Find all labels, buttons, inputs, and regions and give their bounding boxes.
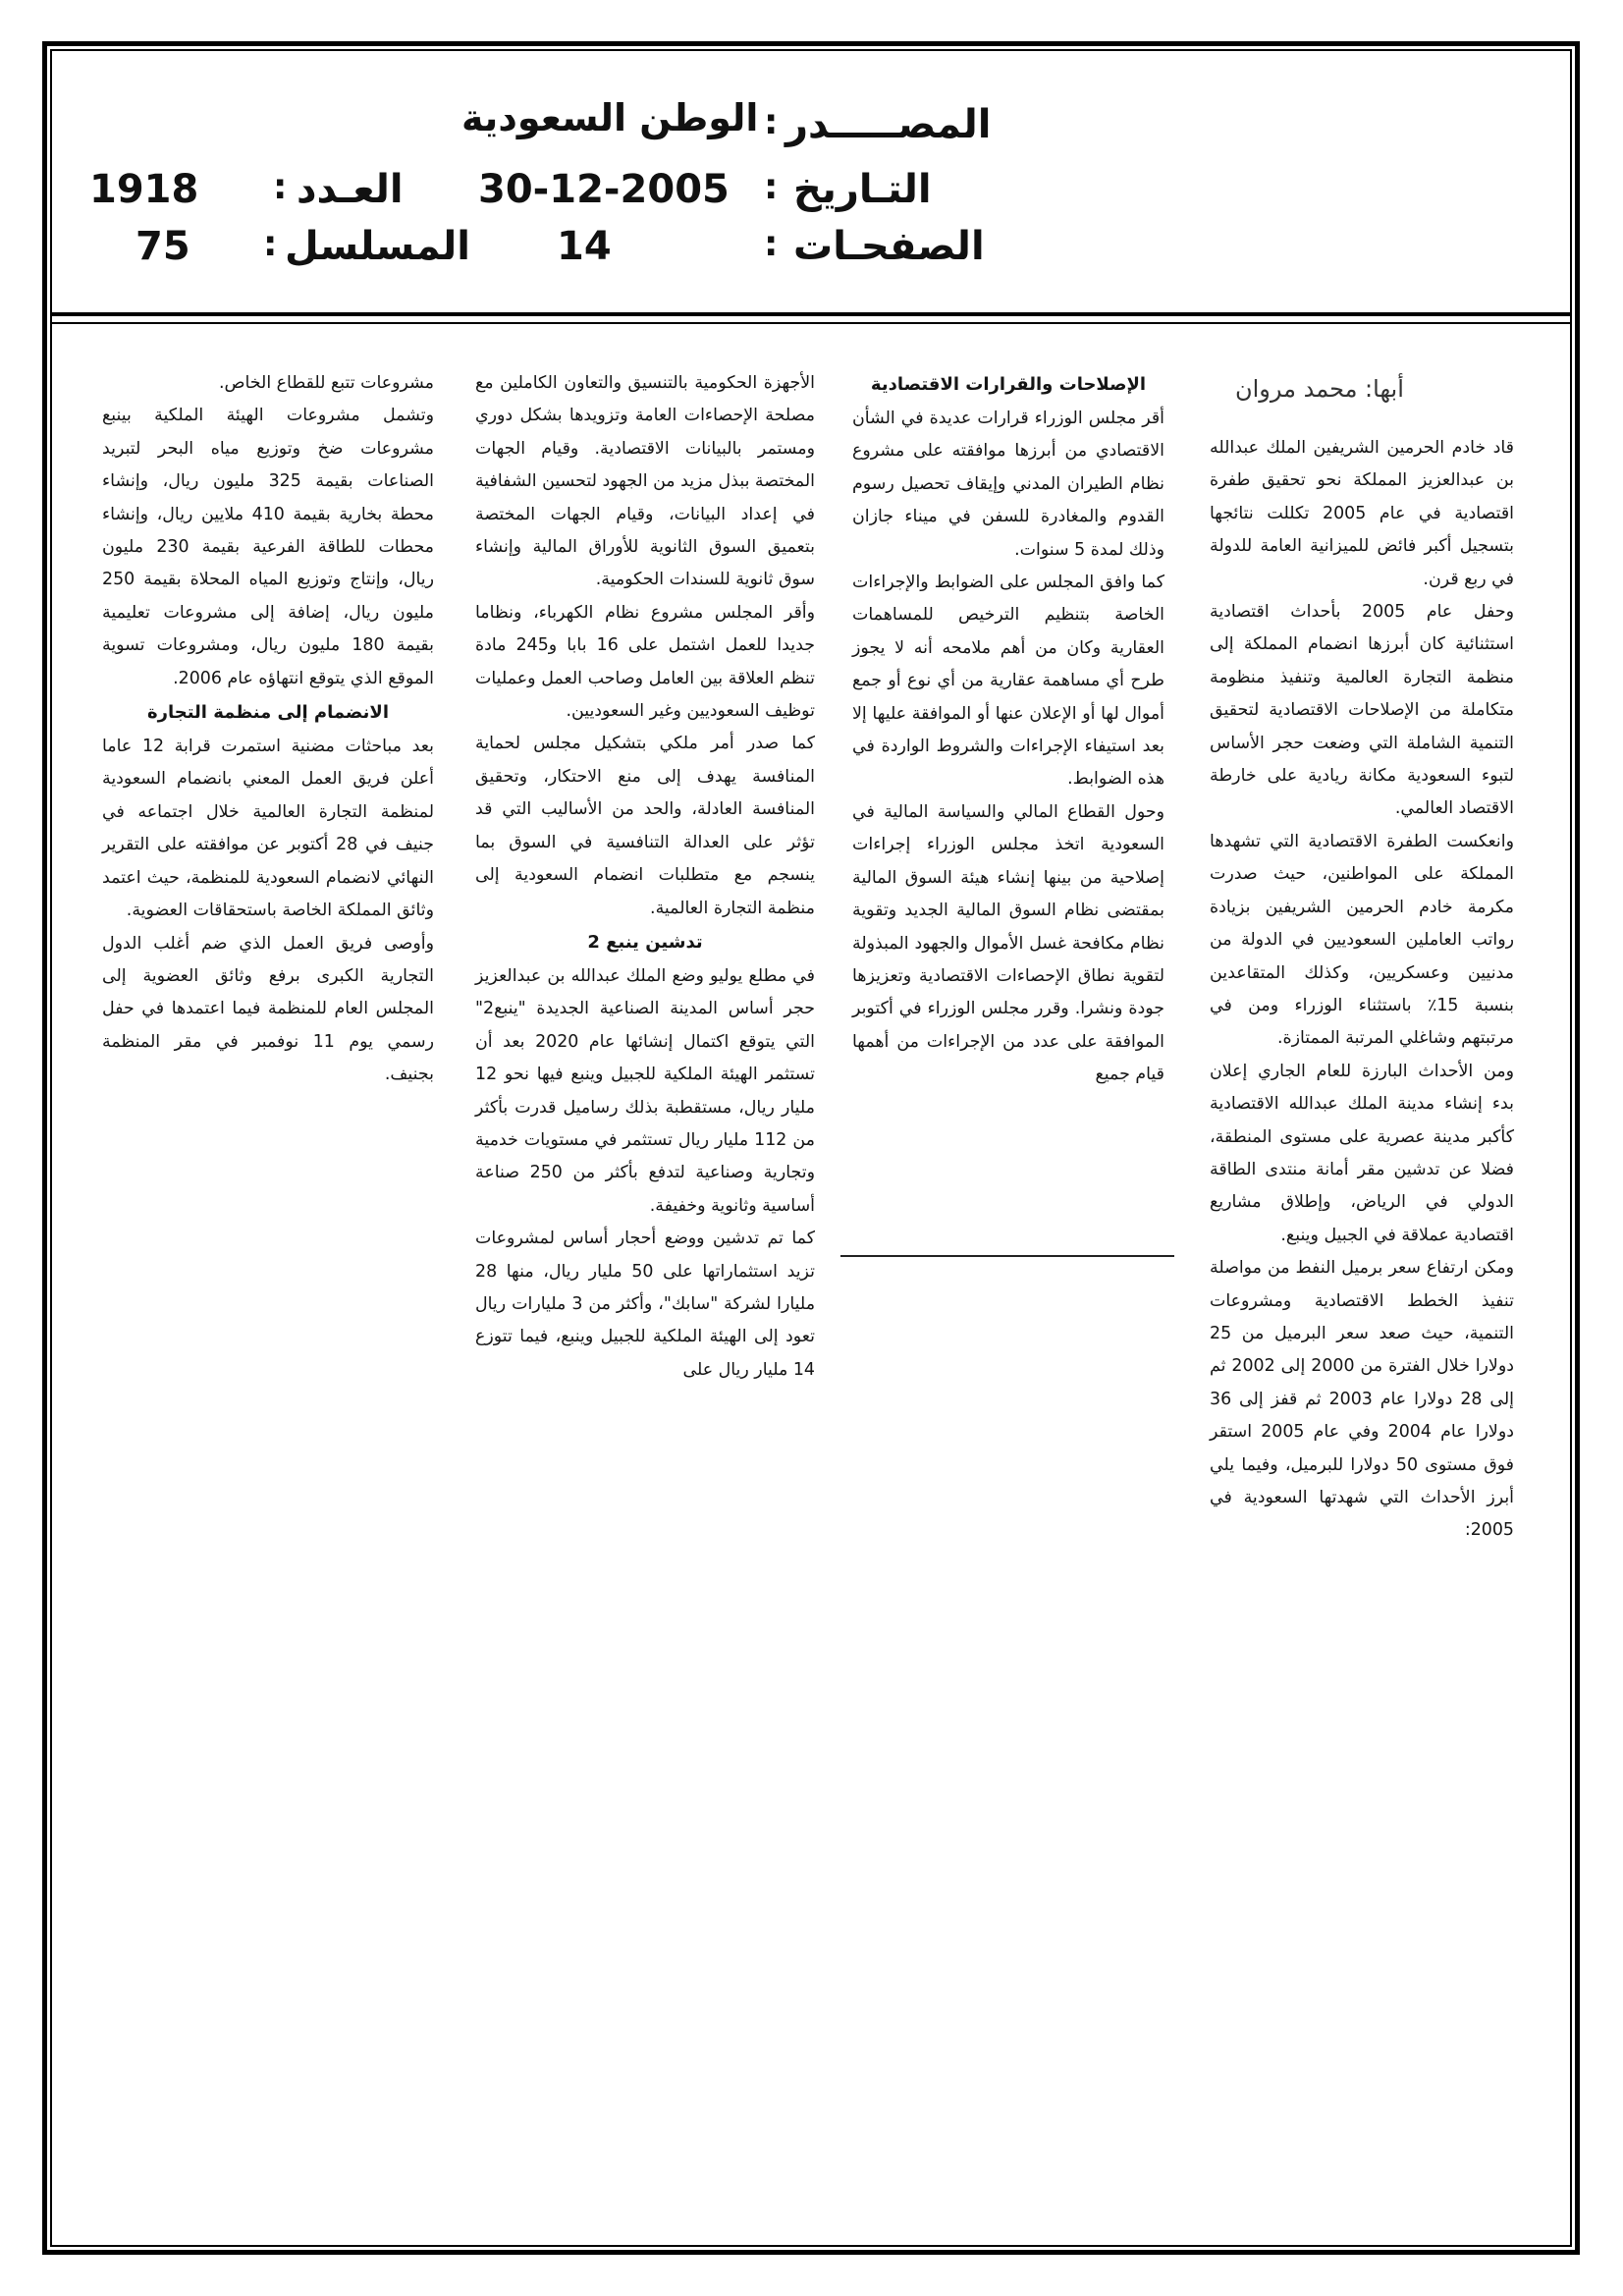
col1-paragraph: ومكن ارتفاع سعر برميل النفط من مواصلة تنفيذ الخطط الاقتصادية ومشروعات التنمية، حيث صعد سعر البرميل من 25 دولارا خلال الفترة من 2000 إلى 2002 ثم إلى 28 دولارا عام 2003 ثم قفز إلى 36 دولارا عام 2004 وفي عام 2005 استقر فوق مستوى 50 دولارا للبرميل، وفيما يلي أبرز الأحداث التي شهدتها السعودية في 2005:	[1210, 1258, 1514, 1541]
serial-label: المسلسل	[285, 224, 470, 269]
col1-paragraph: وحفل عام 2005 بأحداث اقتصادية استثنائية كان أبرزها انضمام المملكة إلى منظمة التجارة العالمية وتنفيذ منظومة متكاملة من الإصلاحات الاقتصادية لتحقيق التنمية الشاملة التي وضعت حجر الأساس لتبوء السعودية مكانة ريادية على خارطة الاقتصاد العالمي.	[1210, 602, 1514, 819]
source-label: المصـــــدر	[785, 102, 992, 147]
col1-paragraph: وانعكست الطفرة الاقتصادية التي تشهدها المملكة على المواطنين، حيث صدرت مكرمة خادم الحرمين الشريفين بزيادة رواتب العاملين السعوديين في الدولة من مدنيين وعسكريين، وكذلك المتقاعدين بنسبة 15٪ باستثناء الوزراء ومن في مرتبتهم وشاغلي المرتبة الممتازة.	[1210, 831, 1515, 1049]
source-colon: :	[764, 102, 779, 142]
pages-value: 14	[557, 224, 612, 269]
section-heading-yanbu: تدشين ينبع 2	[587, 931, 703, 953]
issue-value: 1918	[89, 167, 199, 212]
col2-paragraph: وحول القطاع المالي والسياسة المالية في السعودية اتخذ مجلس الوزراء إجراءات إصلاحية من بينها إنشاء هيئة السوق المالية بمقتضى نظام السوق المالية الجديد وتقوية نظام مكافحة غسل الأموال والجهود المبذولة لتقوية نطاق الإحصاءات الاقتصادية وتعزيزها جودة ونشرا. وقرر مجلس الوزراء في أكتوبر الموافقة على عدد من الإجراءات من أهمها قيام جميع	[852, 801, 1164, 1085]
col1-paragraph: قاد خادم الحرمين الشريفين الملك عبدالله بن عبدالعزيز المملكة نحو تحقيق طفرة اقتصادية في عام 2005 تكللت نتائجها بتسجيل أكبر فائض للميزانية العامة للدولة في ربع قرن.	[1210, 438, 1515, 589]
col4-paragraph: مشروعات تتبع للقطاع الخاص.	[218, 373, 434, 393]
date-colon: :	[764, 167, 779, 207]
article-column-1	[1210, 432, 1514, 1748]
date-value: 30-12-2005	[478, 167, 730, 212]
pages-label: الصفحـات	[793, 224, 985, 269]
col4-paragraph: وأوصى فريق العمل الذي ضم أغلب الدول التجارية الكبرى برفع وثائق العضوية إلى المجلس العام للمنظمة فيما اعتمدها في حفل رسمي يوم 11 نوفمبر في مقر المنظمة بجنيف.	[102, 933, 434, 1085]
issue-colon: :	[273, 167, 288, 207]
pages-colon: :	[764, 224, 779, 264]
article-column-3	[475, 367, 815, 1742]
col4-paragraph: بعد مباحثات مضنية استمرت قرابة 12 عاما أعلن فريق العمل المعني بانضمام السعودية لمنظمة التجارة العالمية خلال اجتماعه في جنيف في 28 أكتوبر عن موافقته على التقرير النهائي لانضمام السعودية للمنظمة، حيث اعتمد وثائق المملكة الخاصة باستحقاقات العضوية.	[102, 737, 434, 921]
serial-value: 75	[135, 224, 190, 269]
source-value: الوطن السعودية	[461, 96, 759, 139]
header-divider-thin	[50, 322, 1572, 324]
col4-paragraph: وتشمل مشروعات الهيئة الملكية بينبع مشروعات ضخ وتوزيع مياه البحر لتبريد الصناعات بقيمة 325 مليون ريال، وإنشاء محطة بخارية بقيمة 410 ملايين ريال، وإنشاء محطات للطاقة الفرعية بقيمة 230 مليون ريال، وإنتاج وتوزيع المياه المحلاة بقيمة 250 مليون ريال، إضافة إلى مشروعات تعليمية بقيمة 180 مليون ريال، ومشروعات تسوية الموقع الذي يتوقع انتهاؤه عام 2006.	[102, 406, 434, 688]
issue-label: العـدد	[297, 167, 404, 212]
byline: أبها: محمد مروان	[1235, 375, 1404, 403]
header-divider	[50, 312, 1572, 316]
serial-colon: :	[263, 224, 278, 264]
col1-paragraph: ومن الأحداث البارزة للعام الجاري إعلان بدء إنشاء مدينة الملك عبدالله الاقتصادية كأكبر مدينة عصرية على مستوى المنطقة، فضلا عن تدشين مقر أمانة منتدى الطاقة الدولي في الرياض، وإطلاق مشاريع اقتصادية عملاقة في الجبيل وينبع.	[1210, 1061, 1514, 1245]
col3-paragraph: كما صدر أمر ملكي بتشكيل مجلس لحماية المنافسة يهدف إلى منع الاحتكار، وتحقيق المنافسة العادلة، والحد من الأساليب التي قد تؤثر على العدالة التنافسية في السوق بما ينسجم مع متطلبات انضمام السعودية إلى منظمة التجارة العالمية.	[475, 734, 815, 918]
article-column-2	[852, 367, 1164, 1241]
column-2-bottom-rule	[840, 1255, 1174, 1257]
col3-paragraph: الأجهزة الحكومية بالتنسيق والتعاون الكاملين مع مصلحة الإحصاءات العامة وتزويدها بشكل دوري ومستمر بالبيانات الاقتصادية. وقيام الجهات المختصة ببذل مزيد من الجهود لتحسين الشفافية في إعداد البيانات، وقيام الجهات المختصة بتعميق السوق الثانوية للأوراق المالية وإنشاء سوق ثانوية للسندات الحكومية.	[474, 373, 815, 590]
section-heading-reforms: الإصلاحات والقرارات الاقتصادية	[870, 374, 1147, 395]
col3-paragraph: كما تم تدشين ووضع أحجار أساس لمشروعات تزيد استثماراتها على 50 مليار ريال، منها 28 مليارا لشركة "سابك"، وأكثر من 3 مليارات ريال تعود إلى الهيئة الملكية للجبيل وينبع، فيما تتوزع 14 مليار ريال على	[475, 1229, 816, 1380]
date-label: التـاريخ	[793, 167, 932, 212]
col2-paragraph: كما وافق المجلس على الضوابط والإجراءات الخاصة بتنظيم الترخيص للمساهمات العقارية وكان من أهم ملامحه أنه لا يجوز طرح أي مساهمة عقارية من أي نوع أو جمع أموال لها أو الإعلان عنها أو الموافقة عليها إلا بعد استيفاء الإجراءات والشروط الواردة في هذه الضوابط.	[852, 573, 1164, 790]
col3-paragraph: وأقر المجلس مشروع نظام الكهرباء، ونظاما جديدا للعمل اشتمل على 16 بابا و245 مادة تنظم العلاقة بين العامل وصاحب العمل وعمليات توظيف السعوديين وغير السعوديين.	[475, 602, 816, 722]
article-column-4	[102, 367, 434, 1300]
col3-paragraph: في مطلع يوليو وضع الملك عبدالله بن عبدالعزيز حجر أساس المدينة الصناعية الجديدة "ينبع2" التي يتوقع اكتمال إنشائها عام 2020 بعد أن تستثمر الهيئة الملكية للجبيل وينبع فيها نحو 12 مليار ريال، مستقطبة بذلك رساميل قدرت بأكثر من 112 مليار ريال تستثمر في مستويات خدمية وتجارية وصناعية لتدفع بأكثر من 250 صناعة أساسية وثانوية وخفيفة.	[475, 965, 815, 1216]
col2-paragraph: أقر مجلس الوزراء قرارات عديدة في الشأن الاقتصادي من أبرزها موافقته على مشروع نظام الطيران المدني وإيقاف تحصيل رسوم القدوم والمغادرة للسفن في ميناء جازان وذلك لمدة 5 سنوات.	[852, 409, 1164, 560]
section-heading-wto: الانضمام إلى منظمة التجارة	[146, 702, 390, 724]
